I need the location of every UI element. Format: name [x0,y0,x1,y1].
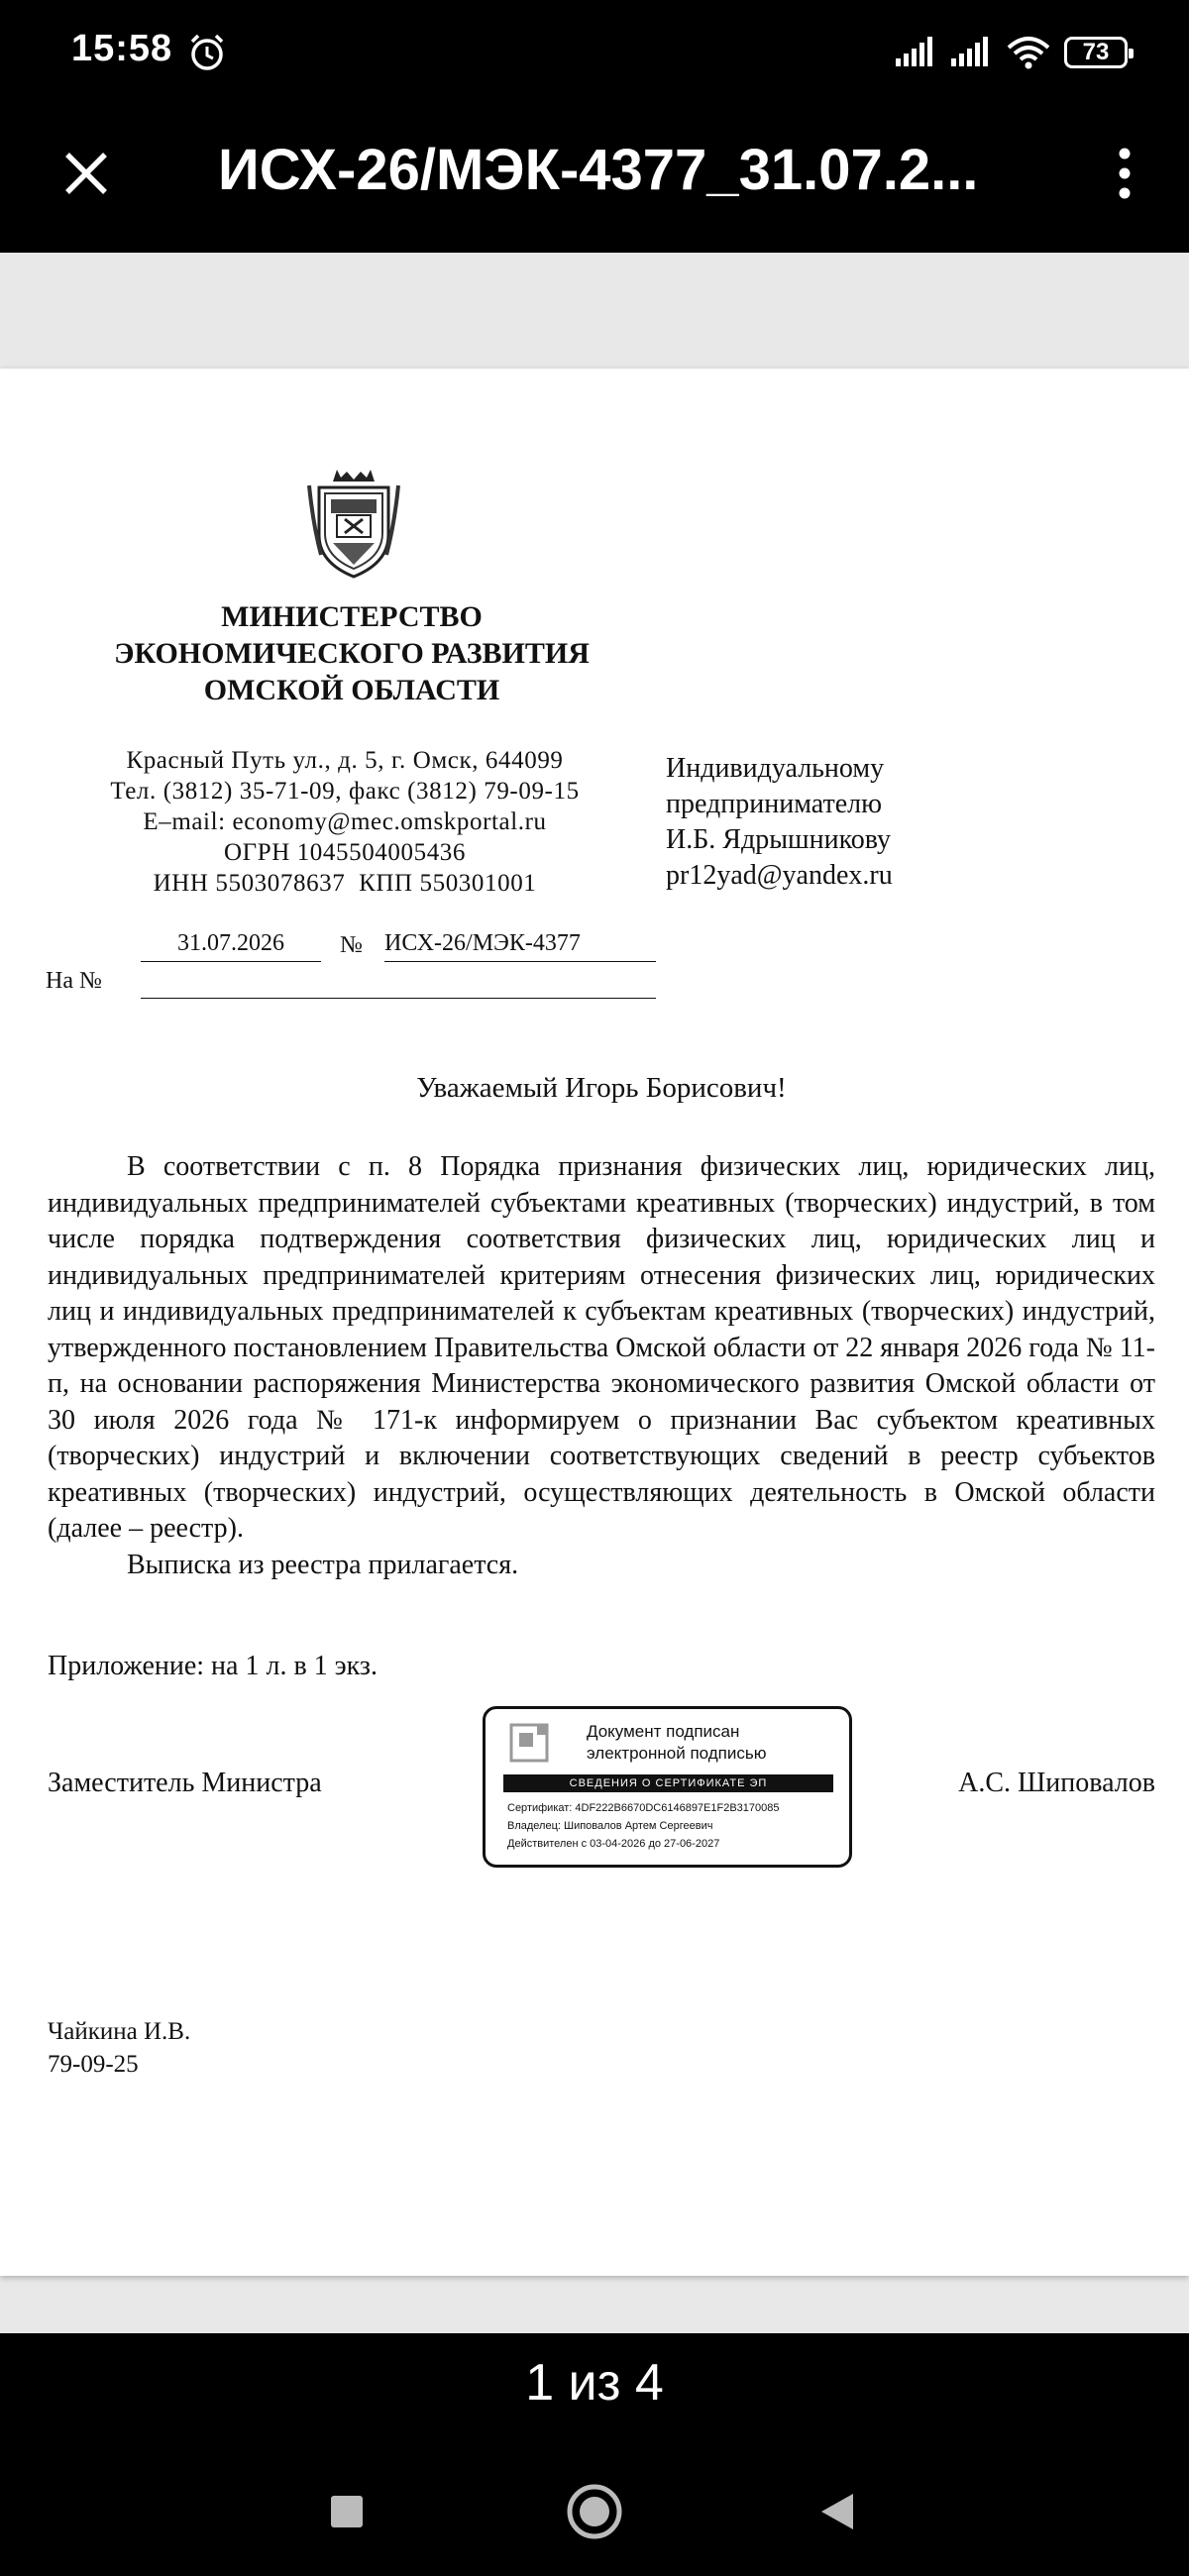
close-button[interactable] [52,139,121,208]
stamp-details [507,1799,844,1853]
stamp-certificate-header: СВЕДЕНИЯ О СЕРТИФИКАТЕ ЭП [503,1774,833,1792]
page-indicator-bar [0,2333,1189,2447]
greeting: Уважаемый Игорь Борисович! [416,1072,787,1104]
signal-icon [951,37,993,68]
addressee-line: Индивидуальному [666,753,885,784]
battery-icon [1064,37,1128,68]
back-triangle-icon [817,2491,857,2532]
contact-ogrn: ОГРН 1045504005436 [223,839,466,866]
letter-body [48,1149,1155,1583]
ministry-name-line: ЭКОНОМИЧЕСКОГО РАЗВИТИЯ [114,637,590,670]
contact-phone: Тел. (3812) 35-71-09, факс (3812) 79-09-15 [110,778,580,805]
stamp-title [567,1721,834,1765]
home-button[interactable] [560,2477,629,2546]
close-icon [63,151,109,196]
signature-stamp-icon [509,1723,549,1763]
executor-phone: 79-09-25 [48,2051,139,2078]
document-title: ИСХ-26/МЭК-4377_31.07.2... [218,138,979,202]
ministry-contacts [48,745,642,899]
number-label: № [340,932,363,958]
signal-icon [896,37,937,68]
addressee-block [666,751,1181,894]
attachment-note: Приложение: на 1 л. в 1 экз. [48,1651,378,1681]
battery-level: 73 [1082,39,1110,65]
addressee-line: предпринимателю [666,789,883,819]
body-paragraph: В соответствии с п. 8 Порядка признания физических лиц, юридических лиц, индивидуальных предпринимателей субъектами креативных (творческих) индустрий, в том числе порядка подтверждения соответствия физических лиц, юридических лиц и индивидуальных предпринимателей критериям отнесения физических лиц, юридических лиц и индивидуальных предпринимателей к субъектам креативных (творческих) индустрий, утвержденного постановлением Правительства Омской области от 22 января 2026 года № 11-п, на основании распоряжения Министерства экономического развития Омской области от 30 июля 2026 года № 171-к информируем о признании Вас субъектом креативных (творческих) индустрий и включении соответствующих сведений в реестр субъектов креативных (творческих) индустрий, осуществляющих деятельность в Омской области (далее – реестр). [48,1151,1155,1544]
executor-name: Чайкина И.В. [48,2018,191,2045]
stamp-certificate: Сертификат: 4DF222B6670DC6146897E1F2B3170085 [507,1802,780,1814]
signer-name: А.С. Шиповалов [958,1768,1155,1798]
status-icons [896,30,1128,75]
status-time: 15:58 [71,28,173,69]
addressee-email: pr12yad@yandex.ru [666,860,893,891]
stamp-title-line: электронной подписью [587,1744,767,1763]
app-bar [0,109,1189,253]
home-circle-icon [565,2482,624,2541]
signer-position: Заместитель Министра [48,1768,322,1798]
recents-square-icon [329,2494,365,2529]
back-button[interactable] [803,2477,872,2546]
executor-block [48,2015,190,2081]
stamp-validity: Действителен с 03-04-2026 до 27-06-2027 [507,1838,720,1850]
more-vert-icon [1117,146,1133,201]
ministry-name-line: МИНИСТЕРСТВО [221,600,483,633]
stamp-owner: Владелец: Шиповалов Артем Сергеевич [507,1820,713,1832]
contact-address: Красный Путь ул., д. 5, г. Омск, 644099 [126,747,564,774]
recents-button[interactable] [312,2477,381,2546]
more-options-button[interactable] [1090,139,1159,208]
system-nav-bar [0,2447,1189,2576]
document-viewer[interactable] [0,253,1189,2333]
page-indicator: 1 из 4 [525,2354,664,2412]
document-page [0,369,1189,2276]
incoming-number-line [141,997,656,999]
outgoing-date: 31.07.2026 [141,930,321,962]
wifi-icon [1007,36,1050,69]
body-paragraph: Выписка из реестра прилагается. [127,1549,519,1580]
incoming-number-label: На № [46,968,102,994]
outgoing-number: ИСХ-26/МЭК-4377 [384,930,656,962]
ministry-name [50,598,654,708]
contact-email: E–mail: economy@mec.omskportal.ru [143,808,547,835]
alarm-icon [186,32,228,73]
contact-inn: ИНН 5503078637 КПП 550301001 [153,870,537,897]
electronic-signature-stamp [483,1706,852,1868]
status-bar [0,0,1189,109]
coat-of-arms-emblem [307,466,400,580]
addressee-name: И.Б. Ядрышникову [666,824,892,855]
stamp-title-line: Документ подписан [587,1722,740,1741]
ministry-name-line: ОМСКОЙ ОБЛАСТИ [203,674,500,706]
